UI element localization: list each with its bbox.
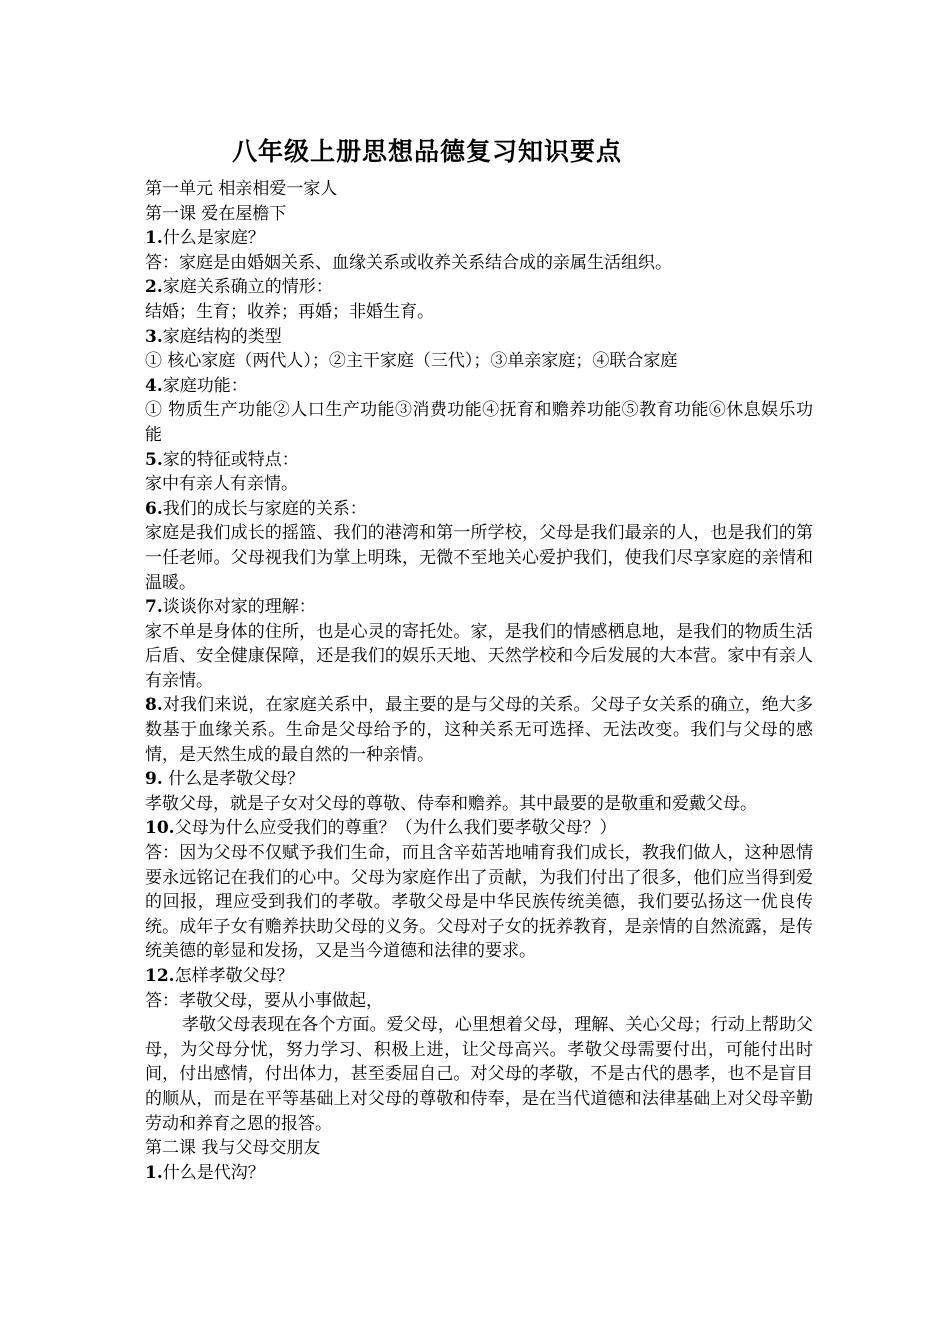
question-number: 10.: [145, 818, 175, 839]
question-5: [145, 448, 813, 473]
question-10: [145, 816, 813, 841]
question-number: 2.: [145, 277, 163, 298]
question-7: [145, 595, 813, 620]
lesson-heading: 第二课 我与父母交朋友: [145, 1138, 321, 1159]
question-text: 家庭关系确立的情形：: [162, 277, 333, 298]
answer-2: 结婚；生育；收养；再婚；非婚生育。: [145, 301, 434, 322]
question-number: 7.: [145, 597, 163, 618]
question-number: 12.: [145, 966, 175, 986]
question-6: [145, 497, 813, 522]
question-text: 父母为什么应受我们的尊重？（为什么我们要孝敬父母？）: [174, 818, 617, 839]
answer-4: ① 物质生产功能②人口生产功能③消费功能④抚育和赡养功能⑤教育功能⑥休息娱乐功能: [145, 400, 813, 445]
question-text: 什么是代沟？: [162, 1162, 265, 1183]
question-2: [145, 275, 813, 300]
question-text: 谈谈你对家的理解：: [162, 597, 316, 618]
question-text: 家的特征或特点：: [162, 449, 299, 470]
question-number: 5.: [145, 449, 163, 470]
unit-heading: 第一单元 相亲相爱一家人: [145, 179, 338, 199]
question-number: 1.: [145, 228, 163, 249]
paragraph-text: 对我们来说，在家庭关系中，最主要的是与父母的关系。父母子女关系的确立，绝大多数基于血缘关系。生命是父母给予的，这种关系无可选择、无法改变。我们与父母的感情，是天然生成的最自然的一种亲情。: [145, 695, 813, 765]
answer-12-body: 孝敬父母表现在各个方面。爱父母，心里想着父母，理解、关心父母；行动上帮助父母，为父母分忧，努力学习、积极上进，让父母高兴。孝敬父母需要付出，可能付出时间，付出感情，付出体力，甚至委屈自己。对父母的孝敬，不是古代的愚孝，也不是盲目的顺从，而是在平等基础上对父母的尊敬和侍奉，是在当代道德和法律基础上对父母辛勤劳动和养育之恩的报答。: [145, 1015, 813, 1134]
question-text: 怎样孝敬父母？: [174, 966, 294, 986]
answer-12-intro: 答：孝敬父母，要从小事做起，: [145, 990, 383, 1011]
question-number: 6.: [145, 498, 163, 519]
question-number: 8.: [145, 695, 163, 716]
document-title: 八年级上册思想品德复习知识要点: [232, 137, 623, 166]
answer-6: 家庭是我们成长的摇篮、我们的港湾和第一所学校，父母是我们最亲的人，也是我们的第一任老师。父母视我们为掌上明珠，无微不至地关心爱护我们，使我们尽享家庭的亲情和温暖。: [145, 523, 813, 593]
question-text: 什么是家庭？: [162, 228, 265, 249]
question-text: 什么是孝敬父母？: [162, 769, 305, 790]
question-4: [145, 374, 813, 399]
answer-10: 答：因为父母不仅赋予我们生命，而且含辛茹苦地哺育我们成长，教我们做人，这种恩情要永远铭记在我们的心中。父母为家庭作出了贡献，为我们付出了很多，他们应当得到爱的回报，理应受到我们的孝敬。孝敬父母是中华民族传统美德，我们要弘扬这一优良传统。成年子女有赡养扶助父母的义务。父母对子女的抚养教育，是亲情的自然流露，是传统美德的彰显和发扬，又是当今道德和法律的要求。: [145, 843, 813, 962]
question-3: [145, 325, 813, 350]
question-12: [145, 964, 813, 989]
question-13: [145, 1161, 813, 1186]
answer-9: 孝敬父母，就是子女对父母的尊敬、侍奉和赡养。其中最要的是敬重和爱戴父母。: [145, 793, 757, 814]
question-1: [145, 226, 813, 251]
question-text: 家庭功能：: [162, 375, 248, 396]
question-9: [145, 767, 813, 792]
answer-3: ① 核心家庭（两代人）；②主干家庭（三代）；③单亲家庭；④联合家庭: [145, 351, 678, 372]
question-text: 我们的成长与家庭的关系：: [162, 498, 367, 519]
question-number: 3.: [145, 326, 163, 347]
question-text: 家庭结构的类型: [162, 326, 282, 347]
question-number: 1.: [145, 1162, 163, 1183]
paragraph-8: [145, 693, 813, 767]
answer-5: 家中有亲人有亲情。: [145, 474, 298, 495]
answer-1: 答：家庭是由婚姻关系、血缘关系或收养关系结合成的亲属生活组织。: [145, 252, 672, 273]
question-number: 4.: [145, 375, 163, 396]
document-body: [145, 177, 813, 1185]
answer-7: 家不单是身体的住所，也是心灵的寄托处。家，是我们的情感栖息地，是我们的物质生活后盾、安全健康保障，还是我们的娱乐天地、天然学校和今后发展的大本营。家中有亲人有亲情。: [145, 621, 813, 691]
question-number: 9.: [145, 769, 163, 790]
lesson-heading: 第一课 爱在屋檐下: [145, 203, 287, 224]
